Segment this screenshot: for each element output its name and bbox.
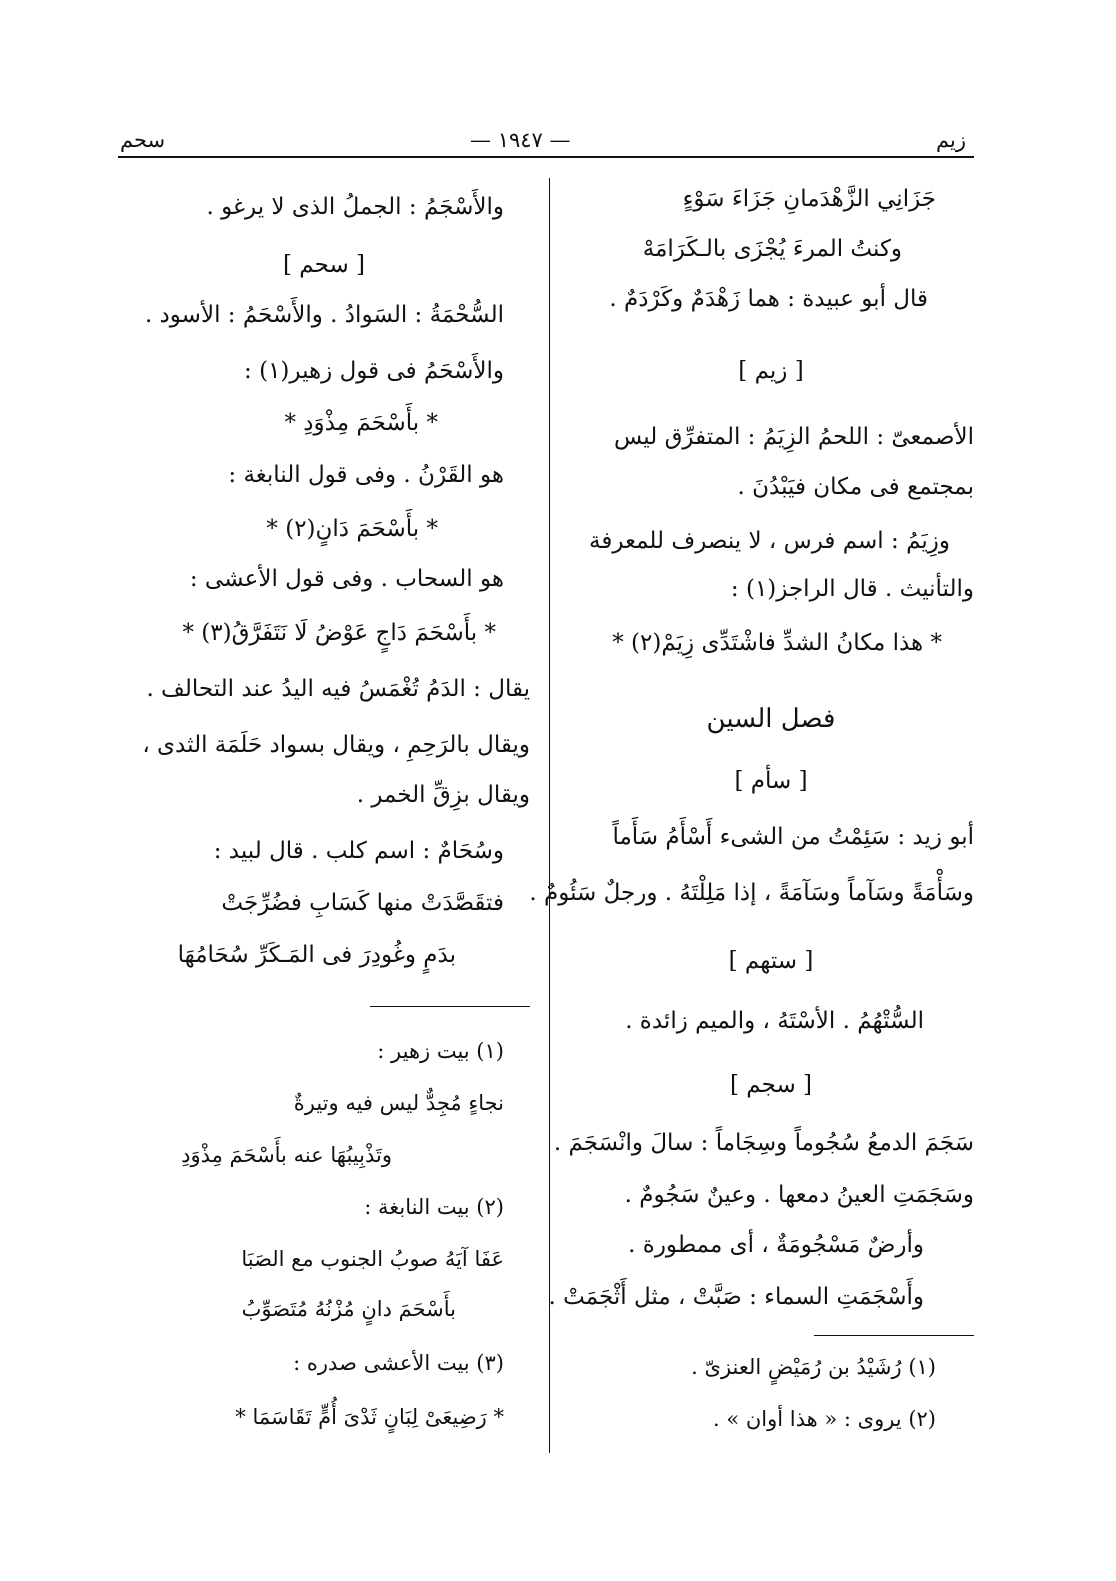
text-line: وسَأْمَةً وسَآماً وسَآمَةً ، إذا مَلِلْتَهُ . ورجلٌ سَئُومٌ . (529, 880, 974, 906)
footnote: * رَضِيعَىْ لِبَانٍ ثَدْىَ أُمٍّ تَقَاسَمَا * (235, 1405, 504, 1429)
header-left-word: سحم (120, 128, 166, 152)
footnote: (١) بيت زهير : (377, 1039, 504, 1063)
page-number: — ١٩٤٧ — (470, 128, 571, 152)
text-line: السُّتْهُمُ . الأسْتَهُ ، والميم زائدة . (625, 1008, 924, 1034)
footnote: (٢) يروى : « هذا أوان » . (712, 1407, 936, 1431)
section-heading: فصل السين (706, 704, 836, 734)
text-line: فتقَصَّدَتْ منها كَسَابِ فضُرِّجَتْ (221, 890, 504, 916)
right-column (529, 170, 974, 1460)
text-line: قال أبو عبيدة : هما زَهْدَمٌ وكَرْدَمٌ . (609, 286, 928, 312)
text-line: هو السحاب . وفى قول الأعشى : (189, 566, 504, 592)
footnote-rule (370, 1006, 530, 1007)
text-line: يقال : الدَمُ تُغْمَسُ فيه اليدُ عند التحالف . (146, 676, 530, 702)
footnote: (٢) بيت النابغة : (364, 1195, 504, 1219)
footnote: عَفَا آيَهُ صوبُ الجنوب مع الصَبَا (241, 1247, 504, 1271)
text-line: والتأنيث . قال الراجز(١) : (730, 576, 974, 602)
text-line: وكنتُ المرءَ يُجْزَى بالـكَرَامَهْ (642, 236, 902, 262)
footnote: وتَذْبِيبُهَا عنه بأَسْحَمَ مِذْوَدِ (181, 1143, 392, 1167)
text-line: * بأَسْحَمَ مِذْوَدِ * (284, 410, 438, 436)
text-line: هو القَرْنُ . وفى قول النابغة : (228, 462, 504, 488)
text-line: بدَمٍ وغُودِرَ فى المَـكَرِّ سُحَامُهَا (177, 942, 456, 968)
text-line: * بأَسْحَمَ دَاجٍ عَوْضُ لَا نَتَفَرَّقُ(٣) * (182, 620, 496, 646)
text-line: وسُحَامٌ : اسم كلب . قال لبيد : (213, 838, 504, 864)
entry-heading: [ سجم ] (730, 1072, 812, 1098)
text-line: وسَجَمَتِ العينُ دمعها . وعينٌ سَجُومٌ . (624, 1182, 974, 1208)
text-line: ويقال بزِقِّ الخمر . (356, 782, 530, 808)
text-line: الأصمعىّ : اللحمُ الزِيَمُ : المتفرِّق ليس (613, 424, 974, 450)
footnote-rule (814, 1335, 974, 1336)
text-line: * بأَسْحَمَ دَانٍ(٢) * (266, 516, 438, 542)
text-line: بمجتمع فى مكان فيَبْدُنَ . (737, 474, 974, 500)
text-line: والأَسْحَمُ فى قول زهير(١) : (244, 358, 504, 384)
footnote: (٣) بيت الأعشى صدره : (293, 1351, 504, 1375)
entry-heading: [ ستهم ] (728, 948, 814, 974)
footnote: نجاءٍ مُجِدٌّ ليس فيه وتيرةٌ (293, 1091, 504, 1115)
entry-heading: [ زيم ] (738, 358, 804, 384)
text-line: ويقال بالرَحِمِ ، ويقال بسواد حَلَمَة الثدى ، (142, 732, 530, 758)
text-line: وأرضٌ مَسْجُومَةٌ ، أى ممطورة . (628, 1232, 924, 1258)
left-column (118, 170, 530, 1460)
text-line: وأَسْجَمَتِ السماء : صَبَّتْ ، مثل أَثْجَمَتْ . (548, 1284, 924, 1310)
entry-heading: [ سحم ] (283, 252, 365, 278)
entry-heading: [ سأم ] (734, 768, 808, 794)
column-divider (549, 178, 550, 1453)
footnote: بأَسْحَمَ دانٍ مُزْنُهُ مُتَصَوِّبُ (241, 1297, 456, 1321)
text-line: والأَسْجَمُ : الجملُ الذى لا يرغو . (206, 194, 504, 220)
footnote: (١) رُشَيْدُ بن رُمَيْضٍ العنزىّ . (691, 1355, 936, 1379)
header-rule (118, 156, 974, 158)
text-line: جَزَانِي الزَّهْدَمانِ جَزَاءَ سَوْءٍ (682, 186, 936, 212)
text-line: سَجَمَ الدمعُ سُجُوماً وسِجَاماً : سالَ وانْسَجَمَ . (553, 1130, 974, 1156)
text-line: أبو زيد : سَئِمْتُ من الشىء أَسْأَمُ سَأَماً (612, 824, 974, 850)
header-right-word: زيم (936, 128, 966, 152)
text-line: السُّحْمَةُ : السَوادُ . والأَسْحَمُ : الأسود . (144, 302, 504, 328)
text-line: * هذا مكانُ الشدِّ فاشْتَدِّى زِيَمْ(٢) * (612, 630, 942, 656)
text-line: وزِيَمُ : اسم فرس ، لا ينصرف للمعرفة (589, 528, 950, 554)
